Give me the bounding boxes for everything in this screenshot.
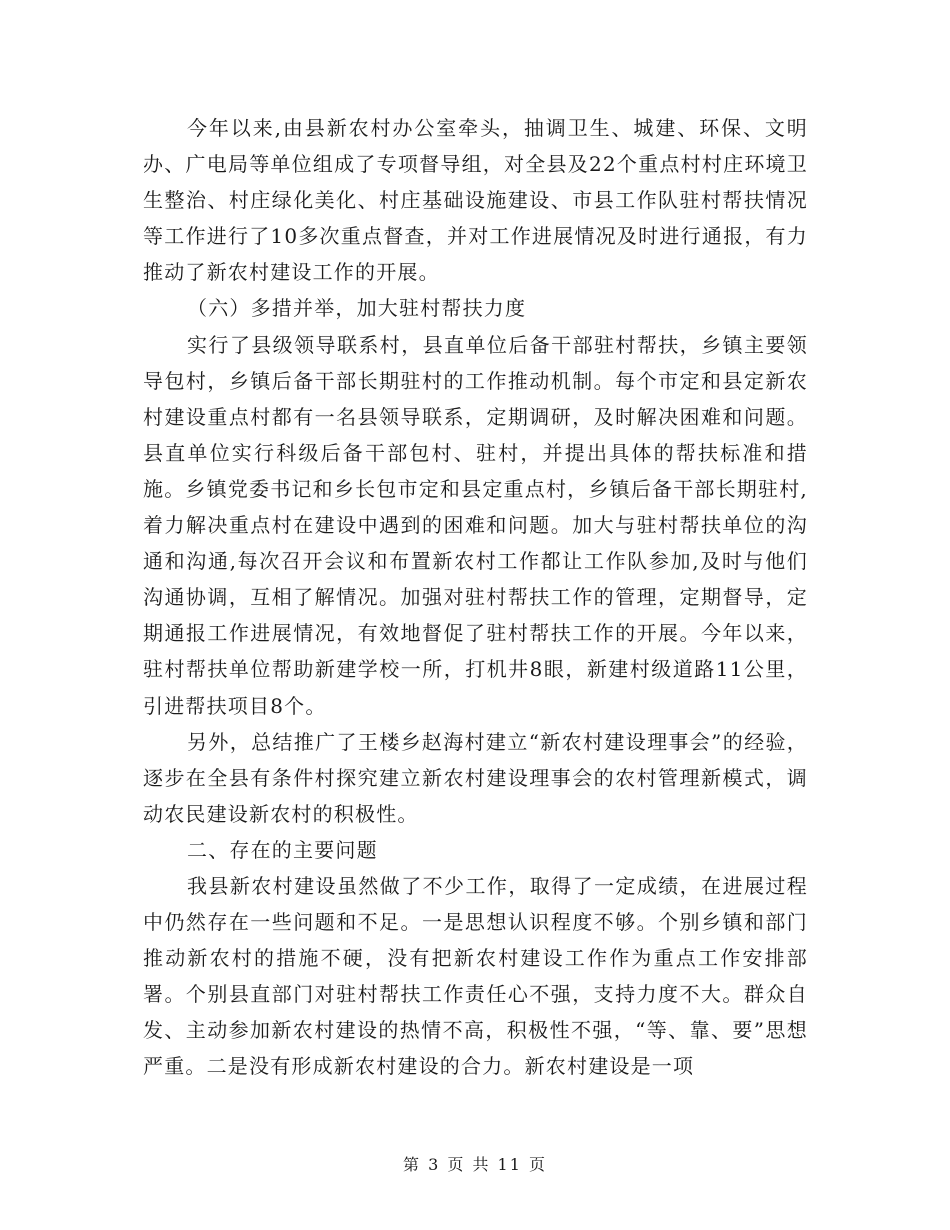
page-number: 第 3 页 共 11 页 (403, 1155, 547, 1174)
section-heading-six: （六）多措并举，加大驻村帮扶力度 (187, 296, 527, 321)
paragraph-council-experience: 另外，总结推广了王楼乡赵海村建立“新农村建设理事会”的经验，逐步在全县有条件村探究建立新农村建设理事会的农村管理新模式，调动农民建设新农村的积极性。 (143, 729, 808, 826)
document-body (143, 110, 808, 1085)
page-footer (0, 1152, 950, 1175)
section-heading-problems: 二、存在的主要问题 (187, 837, 378, 862)
paragraph-problems: 我县新农村建设虽然做了不少工作，取得了一定成绩，在进展过程中仍然存在一些问题和不足。一是思想认识程度不够。个别乡镇和部门推动新农村的措施不硬，没有把新农村建设工作作为重点工作安排部署。个别县直部门对驻村帮扶工作责任心不强，支持力度不大。群众自发、主动参加新农村建设的热情不高，积极性不强，“等、靠、要”思想严重。二是没有形成新农村建设的合力。新农村建设是一项 (143, 873, 808, 1079)
paragraph-supervision: 今年以来,由县新农村办公室牵头，抽调卫生、城建、环保、文明办、广电局等单位组成了专项督导组，对全县及22个重点村村庄环境卫生整治、村庄绿化美化、村庄基础设施建设、市县工作队驻村帮扶情况等工作进行了10多次重点督查，并对工作进展情况及时进行通报，有力推动了新农村建设工作的开展。 (143, 116, 808, 285)
paragraph-village-assistance: 实行了县级领导联系村，县直单位后备干部驻村帮扶，乡镇主要领导包村，乡镇后备干部长期驻村的工作推动机制。每个市定和县定新农村建设重点村都有一名县领导联系，定期调研，及时解决困难和问题。县直单位实行科级后备干部包村、驻村，并提出具体的帮扶标准和措施。乡镇党委书记和乡长包市定和县定重点村，乡镇后备干部长期驻村,着力解决重点村在建设中遇到的困难和问题。加大与驻村帮扶单位的沟通和沟通,每次召开会议和布置新农村工作都让工作队参加,及时与他们沟通协调，互相了解情况。加强对驻村帮扶工作的管理，定期督导，定期通报工作进展情况，有效地督促了驻村帮扶工作的开展。今年以来，驻村帮扶单位帮助新建学校一所，打机井8眼，新建村级道路11公里，引进帮扶项目8个。 (143, 332, 808, 718)
